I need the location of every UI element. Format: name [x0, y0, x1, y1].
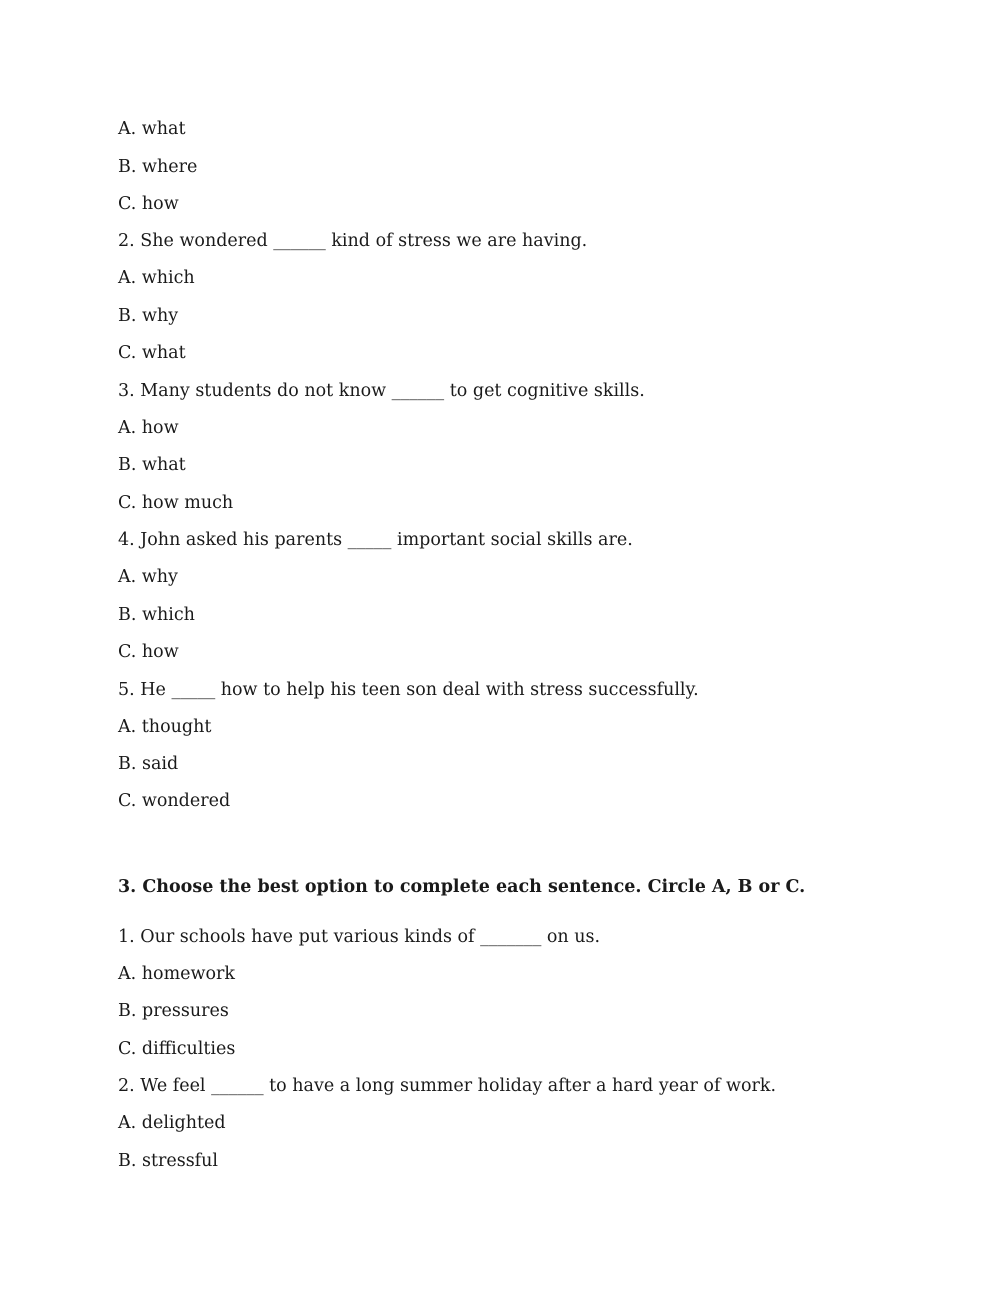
question-line: 5. He _____ how to help his teen son deal with stress successfully. — [118, 680, 699, 700]
question-line: 4. John asked his parents _____ important social skills are. — [118, 530, 633, 550]
option-line: C. how much — [118, 493, 234, 513]
option-line: A. why — [118, 567, 178, 587]
option-line: A. what — [118, 119, 186, 139]
option-line: C. how — [118, 642, 179, 662]
option-line: C. how — [118, 194, 179, 214]
option-line: A. thought — [118, 717, 212, 737]
option-line: B. pressures — [118, 1001, 229, 1021]
option-line: B. said — [118, 754, 179, 774]
question-line: 1. Our schools have put various kinds of _______ on us. — [118, 927, 601, 947]
option-line: C. wondered — [118, 791, 231, 811]
option-line: C. what — [118, 343, 186, 363]
option-line: A. homework — [118, 964, 236, 984]
section-heading: 3. Choose the best option to complete each sentence. Circle A, B or C. — [118, 877, 806, 897]
option-line: B. which — [118, 605, 195, 625]
option-line: C. difficulties — [118, 1039, 236, 1059]
option-line: B. why — [118, 306, 179, 326]
option-line: A. how — [118, 418, 179, 438]
option-line: B. what — [118, 455, 186, 475]
option-line: B. stressful — [118, 1151, 219, 1171]
option-line: B. where — [118, 157, 198, 177]
question-line: 2. We feel ______ to have a long summer holiday after a hard year of work. — [118, 1076, 777, 1096]
option-line: A. which — [118, 268, 195, 288]
question-line: 2. She wondered ______ kind of stress we are having. — [118, 231, 588, 251]
question-line: 3. Many students do not know ______ to get cognitive skills. — [118, 381, 645, 401]
option-line: A. delighted — [118, 1113, 226, 1133]
